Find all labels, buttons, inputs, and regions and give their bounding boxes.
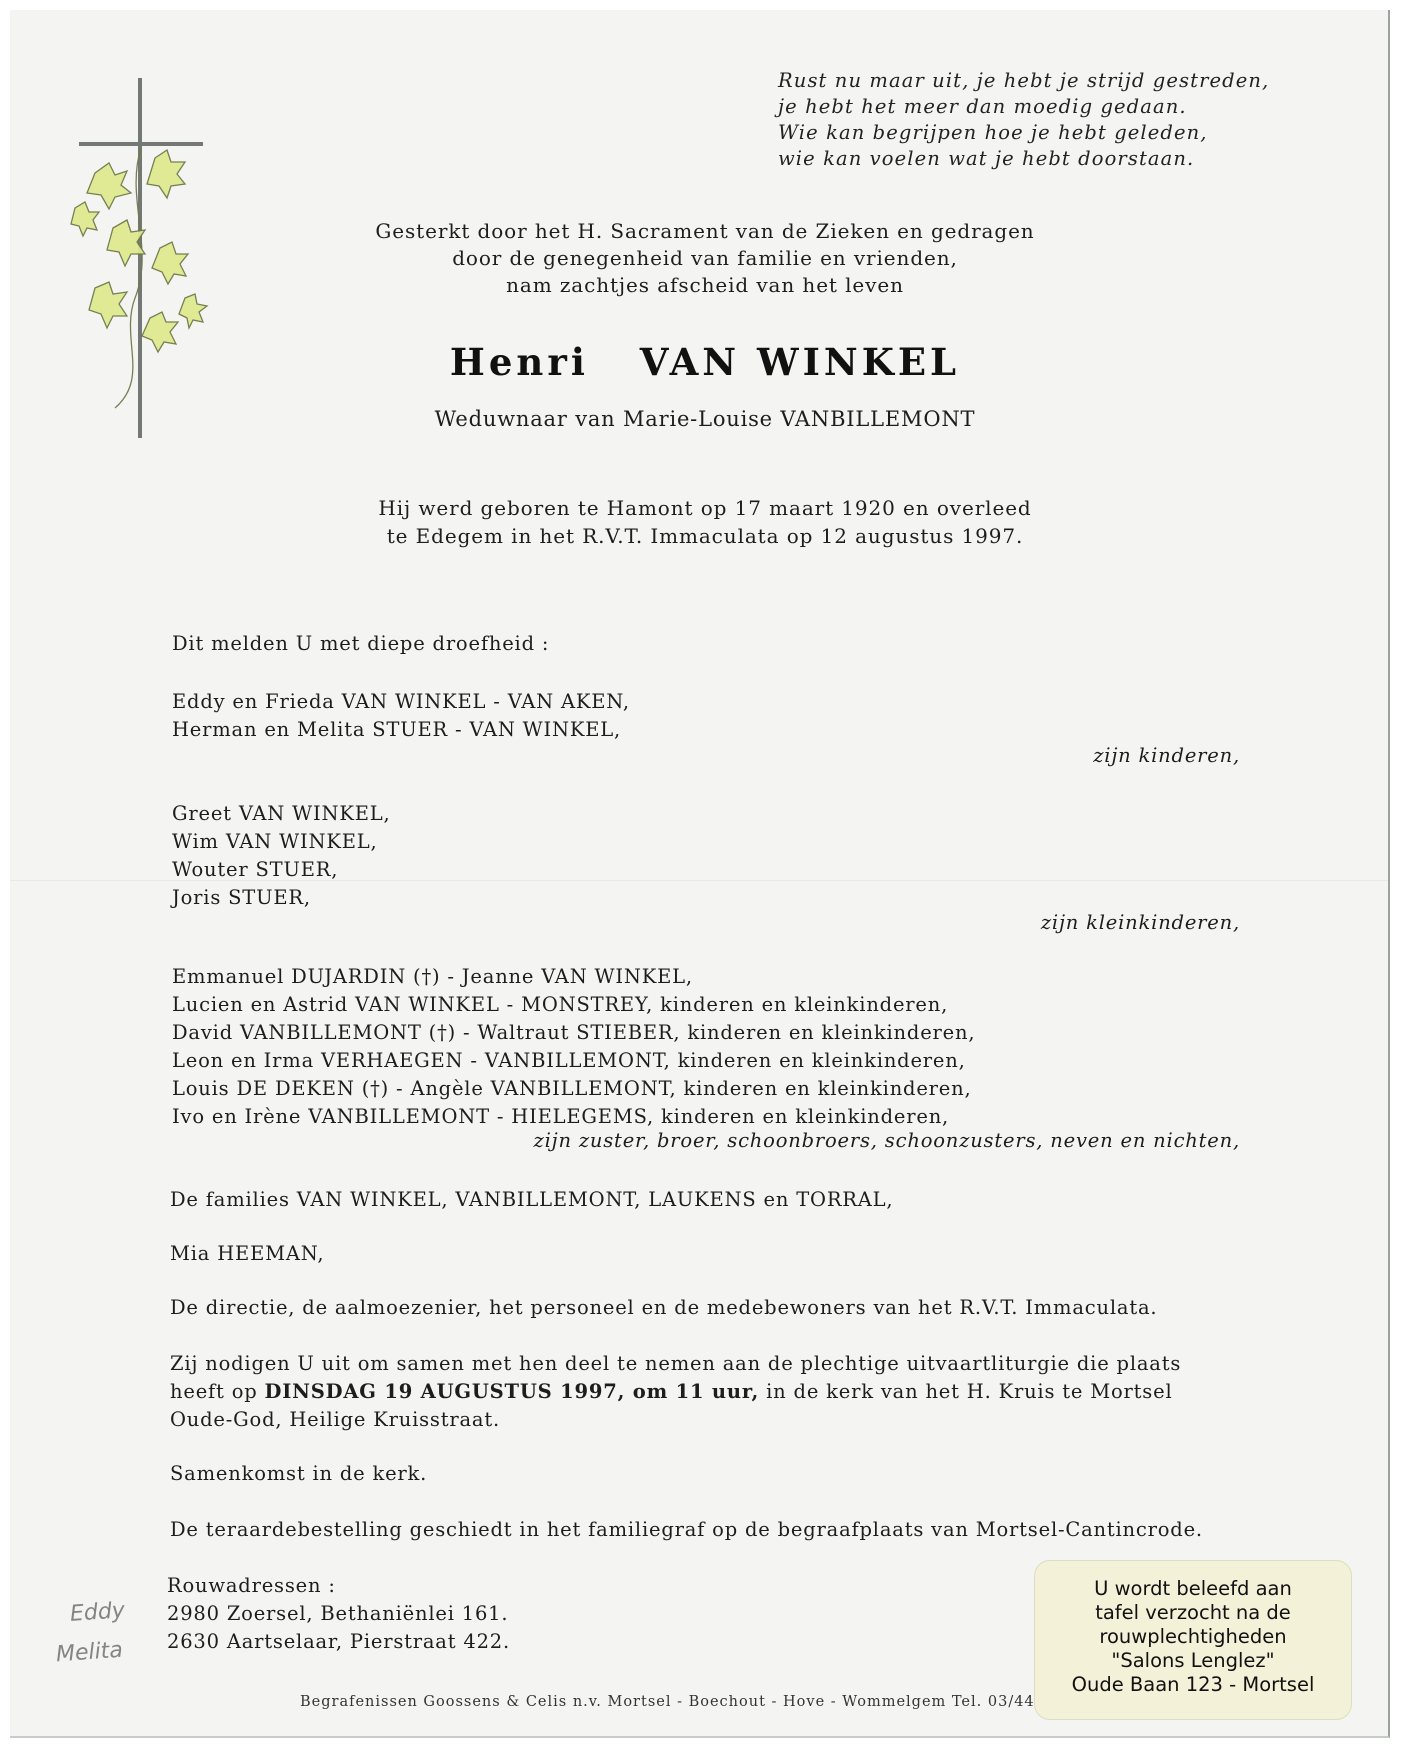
list-item: Louis DE DEKEN (†) - Angèle VANBILLEMONT, kinderen en kleinkinderen, — [172, 1077, 972, 1100]
address-line: 2630 Aartselaar, Pierstraat 422. — [167, 1630, 510, 1653]
list-item: David VANBILLEMONT (†) - Waltraut STIEBER, kinderen en kleinkinderen, — [172, 1021, 976, 1044]
last-name: VAN WINKEL — [639, 340, 961, 384]
birth-line: te Edegem in het R.V.T. Immaculata op 12 augustus 1997. — [386, 524, 1024, 548]
first-name: Henri — [449, 340, 589, 384]
families-line: De families VAN WINKEL, VANBILLEMONT, LAUKENS en TORRAL, — [170, 1188, 894, 1211]
invitation-text — [170, 1350, 1181, 1434]
mourning-addresses — [167, 1572, 510, 1656]
sticker-line: rouwplechtigheden — [1099, 1625, 1287, 1648]
funeral-home-footer: Begrafenissen Goossens & Celis n.v. Mortsel - Boechout - Hove - Wommelgem Tel. 03/44 — [300, 1694, 1035, 1710]
siblings-list — [172, 963, 975, 1131]
invitation-post: in de kerk van het H. Kruis te Mortsel — [759, 1380, 1173, 1403]
list-item: Greet VAN WINKEL, — [172, 802, 391, 825]
children-role: zijn kinderen, — [1093, 744, 1240, 767]
list-item: Lucien en Astrid VAN WINKEL - MONSTREY, kinderen en kleinkinderen, — [172, 993, 949, 1016]
direction-line: De directie, de aalmoezenier, het personeel en de medebewoners van het R.V.T. Immaculata. — [170, 1296, 1158, 1319]
invitation-line: Zij nodigen U uit om samen met hen deel te nemen aan de plechtige uitvaartliturgie die plaats — [170, 1352, 1182, 1375]
grandchildren-list — [172, 800, 390, 912]
cross-with-ivy-icon — [55, 78, 225, 440]
poem-line: wie kan voelen wat je hebt doorstaan. — [778, 147, 1195, 170]
list-item: Wim VAN WINKEL, — [172, 830, 378, 853]
siblings-role: zijn zuster, broer, schoonbroers, schoonzusters, neven en nichten, — [533, 1129, 1240, 1152]
funeral-date: DINSDAG 19 AUGUSTUS 1997, om 11 uur, — [264, 1380, 760, 1403]
invitation-line: Oude-God, Heilige Kruisstraat. — [170, 1408, 500, 1431]
birth-death-text — [330, 494, 1080, 550]
address-line: 2980 Zoersel, Bethaniënlei 161. — [167, 1602, 509, 1625]
poem-line: je hebt het meer dan moedig gedaan. — [778, 95, 1187, 118]
intro-line: nam zachtjes afscheid van het leven — [506, 273, 904, 297]
announcement: Dit melden U met diepe droefheid : — [172, 632, 550, 655]
reception-sticker — [1034, 1560, 1352, 1720]
gathering-line: Samenkomst in de kerk. — [170, 1462, 428, 1485]
list-item: Joris STUER, — [172, 886, 311, 909]
sticker-line: "Salons Lenglez" — [1111, 1649, 1275, 1672]
sticker-line: U wordt beleefd aan — [1094, 1577, 1292, 1600]
burial-line: De teraardebestelling geschiedt in het familiegraf op de begraafplaats van Mortsel-Cantincrode. — [170, 1518, 1203, 1541]
handwritten-note: Eddy — [69, 1598, 126, 1627]
handwritten-note: Melita — [55, 1637, 124, 1668]
sticker-line: tafel verzocht na de — [1095, 1601, 1291, 1624]
poem-line: Rust nu maar uit, je hebt je strijd gestreden, — [778, 69, 1270, 92]
intro-text — [330, 218, 1080, 299]
grandchildren-role: zijn kleinkinderen, — [1040, 911, 1240, 934]
intro-line: Gesterkt door het H. Sacrament van de Zieken en gedragen — [375, 219, 1035, 243]
list-item: Leon en Irma VERHAEGEN - VANBILLEMONT, kinderen en kleinkinderen, — [172, 1049, 966, 1072]
intro-line: door de genegenheid van familie en vrienden, — [452, 246, 958, 270]
list-item: Herman en Melita STUER - VAN WINKEL, — [172, 718, 622, 741]
birth-line: Hij werd geboren te Hamont op 17 maart 1920 en overleed — [378, 496, 1032, 520]
list-item: Emmanuel DUJARDIN (†) - Jeanne VAN WINKEL, — [172, 965, 693, 988]
list-item: Ivo en Irène VANBILLEMONT - HIELEGEMS, kinderen en kleinkinderen, — [172, 1105, 950, 1128]
poem — [778, 68, 1269, 172]
mia-line: Mia HEEMAN, — [170, 1242, 325, 1265]
deceased-name — [330, 340, 1080, 384]
list-item: Eddy en Frieda VAN WINKEL - VAN AKEN, — [172, 690, 630, 713]
list-item: Wouter STUER, — [172, 858, 339, 881]
children-list — [172, 688, 630, 744]
addresses-label: Rouwadressen : — [167, 1574, 336, 1597]
widower-line: Weduwnaar van Marie-Louise VANBILLEMONT — [434, 407, 976, 431]
poem-line: Wie kan begrijpen hoe je hebt geleden, — [778, 121, 1208, 144]
sticker-line: Oude Baan 123 - Mortsel — [1071, 1673, 1315, 1696]
invitation-pre: heeft op — [170, 1380, 265, 1403]
invitation-line — [170, 1378, 1181, 1406]
